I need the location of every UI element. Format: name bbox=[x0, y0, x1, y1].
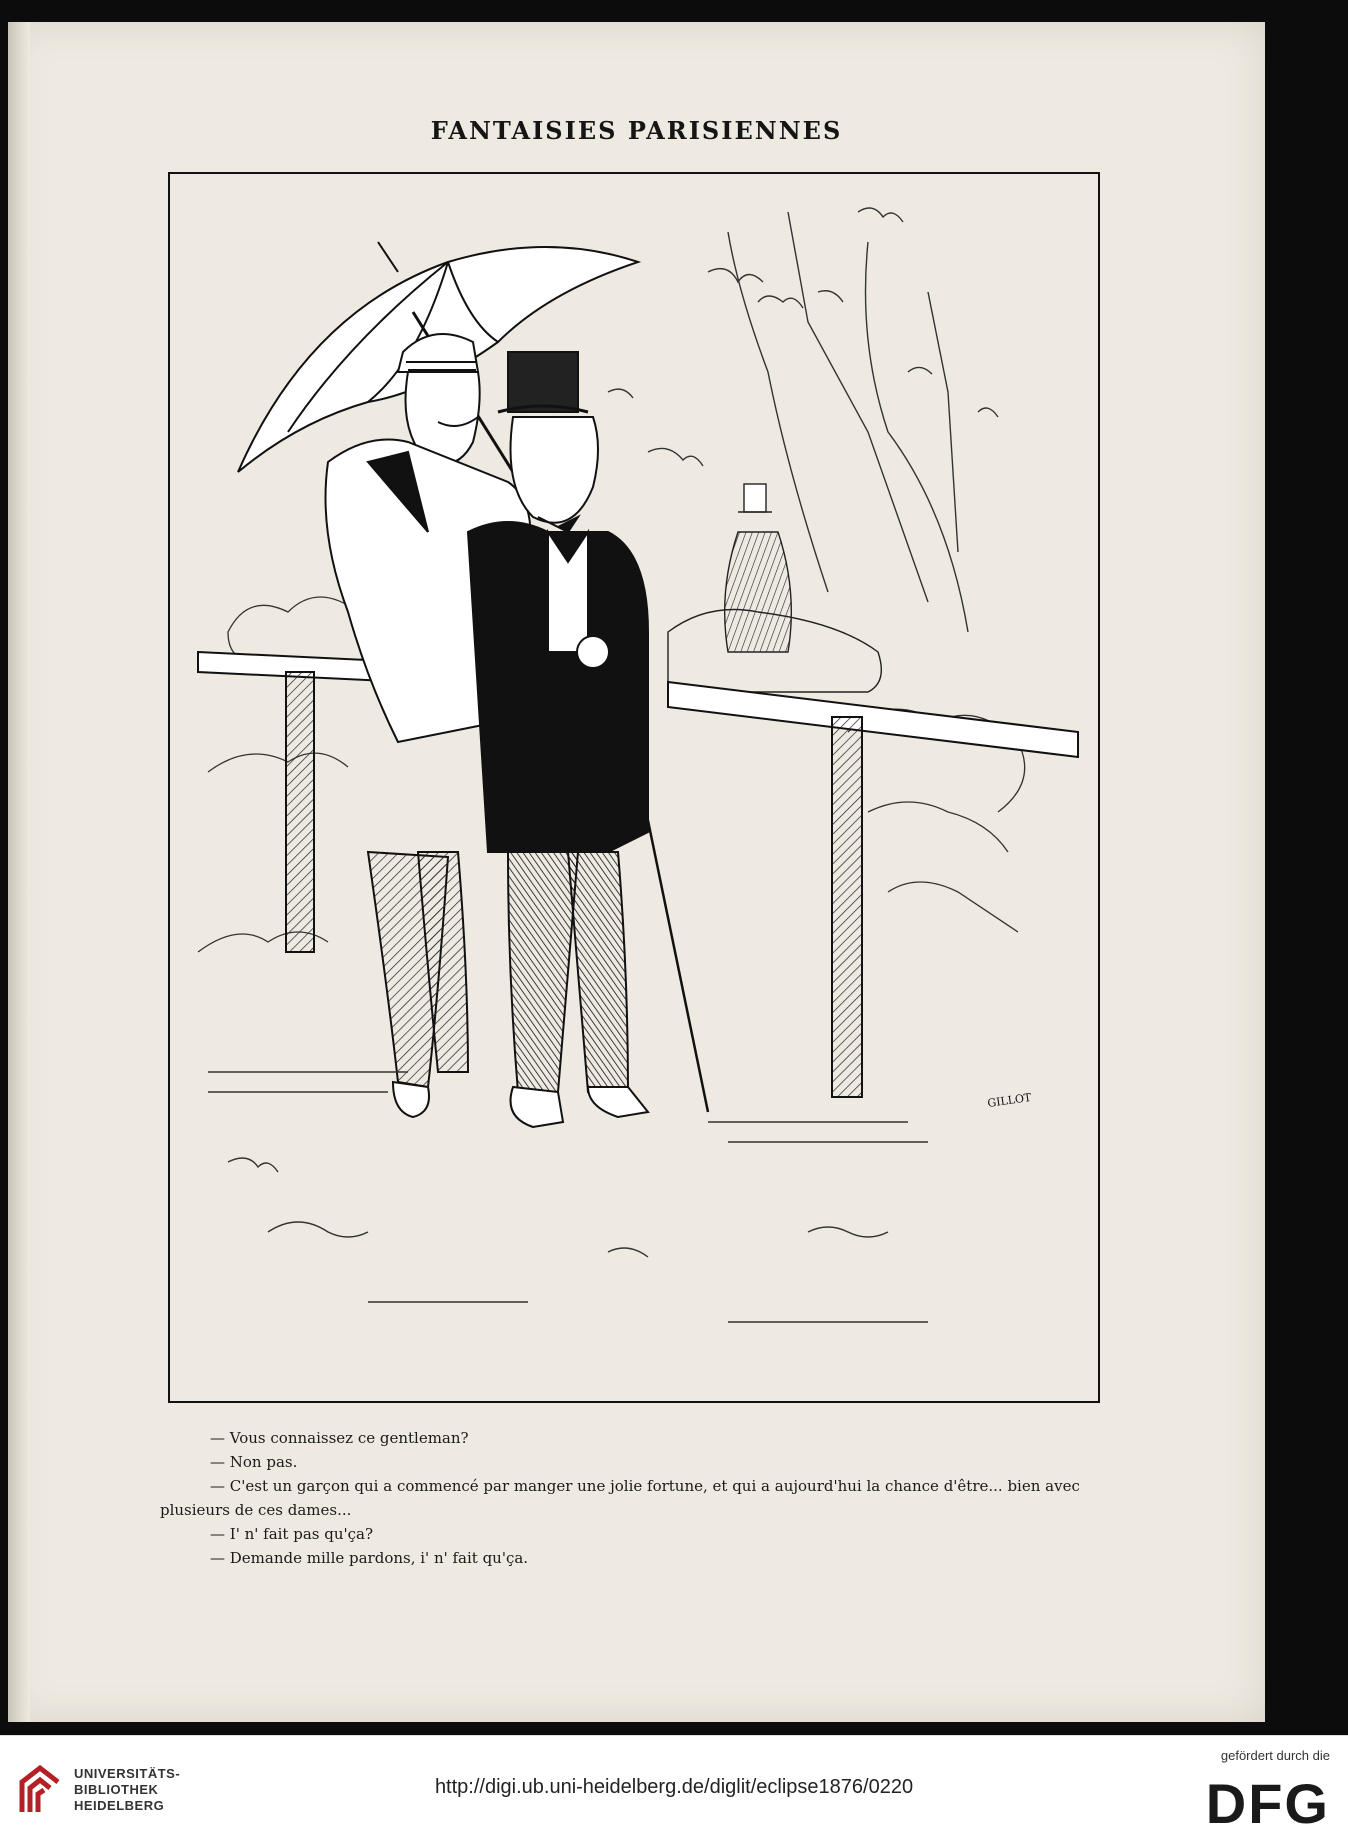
caption-line: plusieurs de ces dames... bbox=[160, 1501, 352, 1519]
background-trees bbox=[608, 208, 998, 632]
background-horseman bbox=[668, 484, 881, 692]
caption-line: — Vous connaissez ce gentleman? bbox=[210, 1429, 469, 1447]
document-url-link[interactable]: http://digi.ub.uni-heidelberg.de/diglit/eclipse1876/0220 bbox=[434, 1776, 914, 1798]
caption-dialogue bbox=[160, 1426, 1120, 1570]
caption-line: — I' n' fait pas qu'ça? bbox=[210, 1525, 374, 1543]
page-title: FANTAISIES PARISIENNES bbox=[430, 116, 843, 145]
caption-line: — C'est un garçon qui a commencé par manger une jolie fortune, et qui a aujourd'hui la chance d'être... bien avec bbox=[210, 1477, 1080, 1495]
footer-bar bbox=[0, 1735, 1348, 1844]
caricature-illustration bbox=[168, 172, 1100, 1403]
artist-signature: GILLOT bbox=[986, 1090, 1033, 1110]
university-name-line: UNIVERSITÄTS- bbox=[74, 1766, 181, 1781]
university-name-line: BIBLIOTHEK bbox=[74, 1782, 159, 1797]
university-name-line: HEIDELBERG bbox=[74, 1798, 165, 1813]
page-gutter bbox=[8, 22, 30, 1722]
ground-sketch bbox=[208, 1072, 928, 1322]
caption-line: — Demande mille pardons, i' n' fait qu'ça. bbox=[210, 1549, 529, 1567]
dfg-logo[interactable]: DFG bbox=[1205, 1772, 1330, 1835]
top-hat-gentleman bbox=[468, 352, 708, 1127]
caption-line: — Non pas. bbox=[210, 1453, 298, 1471]
funded-by-label: gefördert durch die bbox=[1220, 1748, 1330, 1763]
